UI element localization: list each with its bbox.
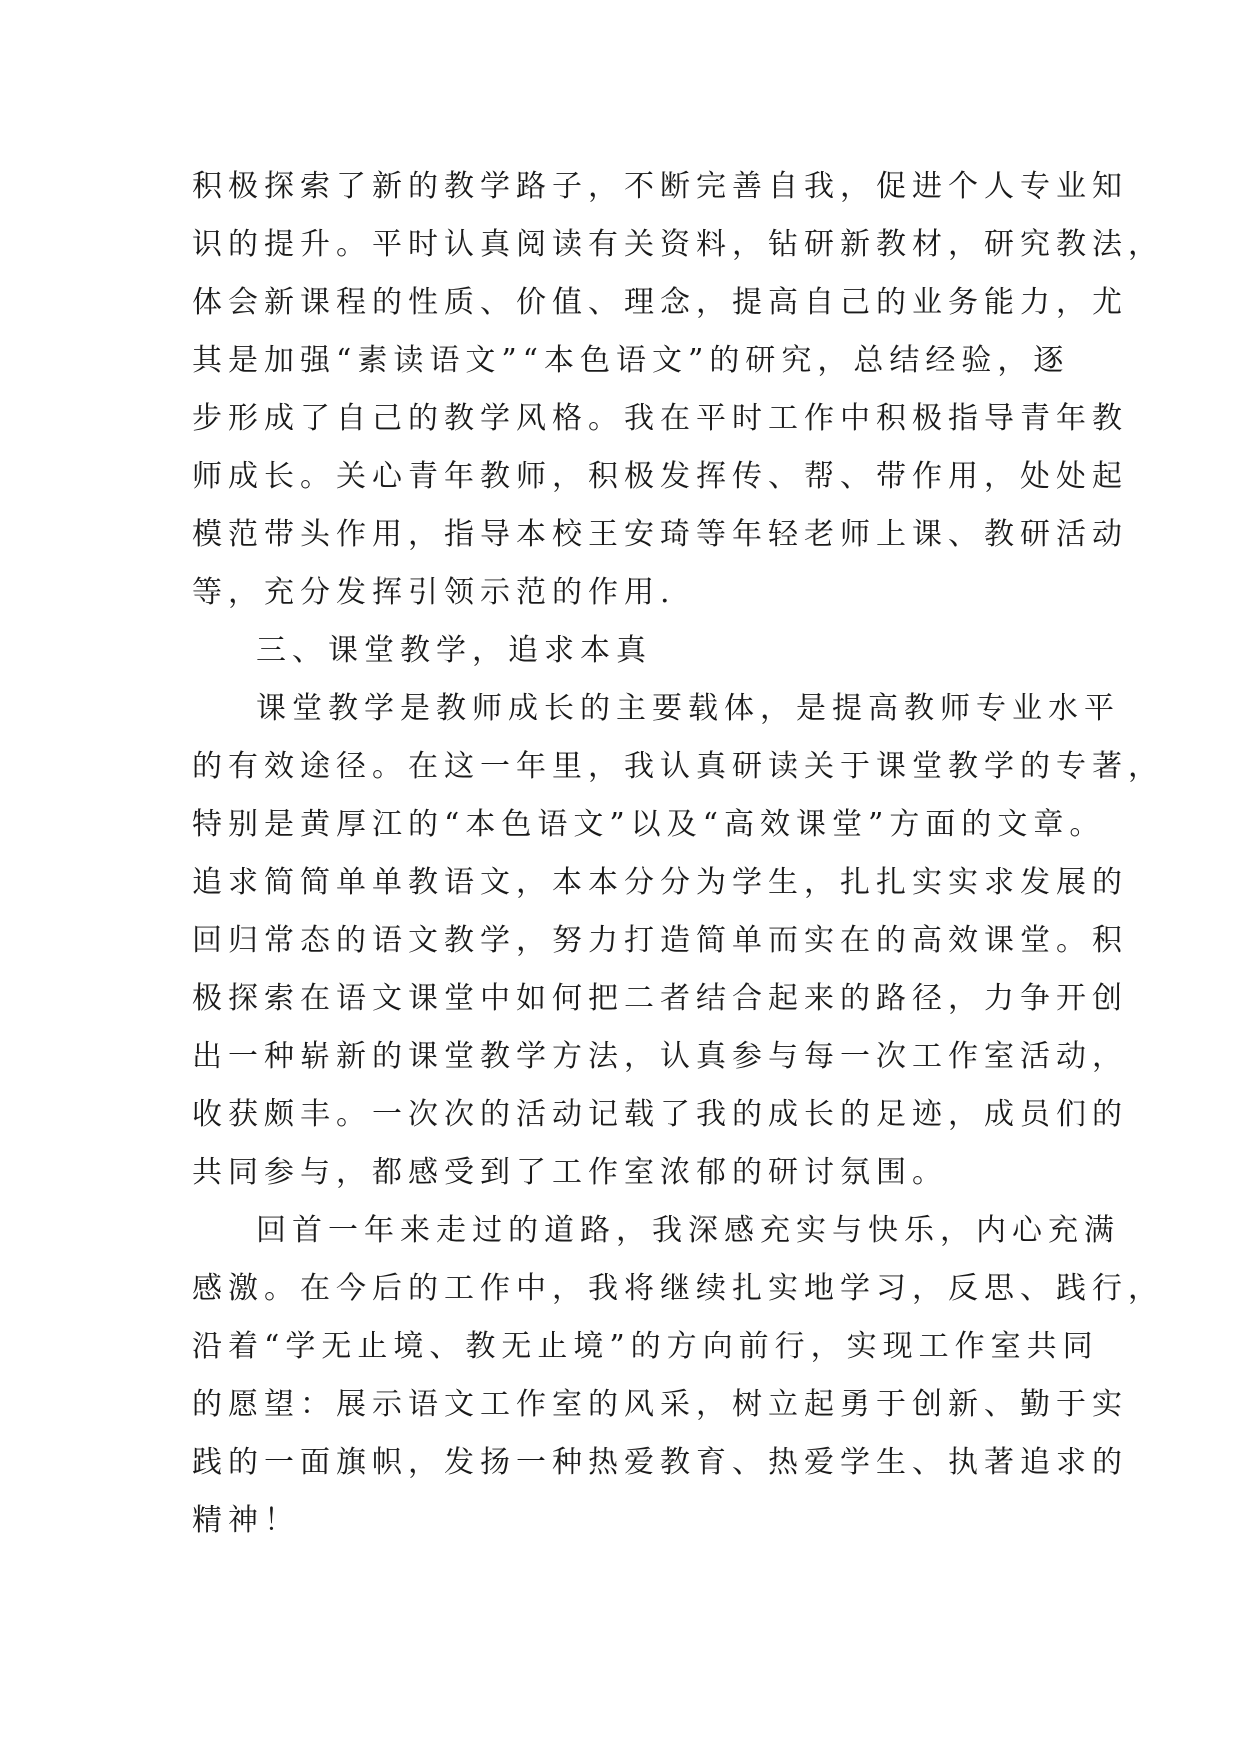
section-heading: 三、课堂教学，追求本真 [256, 633, 652, 668]
text-line: 回归常态的语文教学，努力打造简单而实在的高效课堂。积 [192, 923, 1128, 958]
text-line: 的愿望：展示语文工作室的风采，树立起勇于创新、勤于实 [192, 1387, 1128, 1422]
text-line: 体会新课程的性质、价值、理念，提高自己的业务能力，尤 [192, 285, 1128, 320]
text-line: 沿着“学无止境、教无止境”的方向前行，实现工作室共同 [192, 1329, 1099, 1364]
text-line: 积极探索了新的教学路子，不断完善自我，促进个人专业知 [192, 169, 1128, 204]
text-line: 践的一面旗帜，发扬一种热爱教育、热爱学生、执著追求的 [192, 1445, 1128, 1480]
paragraph-first-line: 回首一年来走过的道路，我深感充实与快乐，内心充满 [256, 1213, 1120, 1248]
text-line: 追求简简单单教语文，本本分分为学生，扎扎实实求发展的 [192, 865, 1128, 900]
text-line: 特别是黄厚江的“本色语文”以及“高效课堂”方面的文章。 [192, 807, 1106, 842]
text-line: 共同参与，都感受到了工作室浓郁的研讨氛围。 [192, 1155, 948, 1190]
body-text [192, 158, 1164, 1550]
text-line: 等，充分发挥引领示范的作用. [192, 575, 676, 610]
text-line: 出一种崭新的课堂教学方法，认真参与每一次工作室活动， [192, 1039, 1128, 1074]
text-line: 精神！ [192, 1503, 300, 1538]
text-line: 极探索在语文课堂中如何把二者结合起来的路径，力争开创 [192, 981, 1128, 1016]
text-line: 步形成了自己的教学风格。我在平时工作中积极指导青年教 [192, 401, 1128, 436]
text-line: 其是加强“素读语文”“本色语文”的研究，总结经验，逐 [192, 343, 1070, 378]
text-line: 收获颇丰。一次次的活动记载了我的成长的足迹，成员们的 [192, 1097, 1128, 1132]
text-line: 的有效途径。在这一年里，我认真研读关于课堂教学的专著， [192, 749, 1164, 784]
text-line: 感激。在今后的工作中，我将继续扎实地学习，反思、践行， [192, 1271, 1164, 1306]
text-line: 识的提升。平时认真阅读有关资料，钻研新教材，研究教法， [192, 227, 1164, 262]
text-line: 模范带头作用，指导本校王安琦等年轻老师上课、教研活动 [192, 517, 1128, 552]
paragraph-first-line: 课堂教学是教师成长的主要载体，是提高教师专业水平 [256, 691, 1120, 726]
text-line: 师成长。关心青年教师，积极发挥传、帮、带作用，处处起 [192, 459, 1128, 494]
